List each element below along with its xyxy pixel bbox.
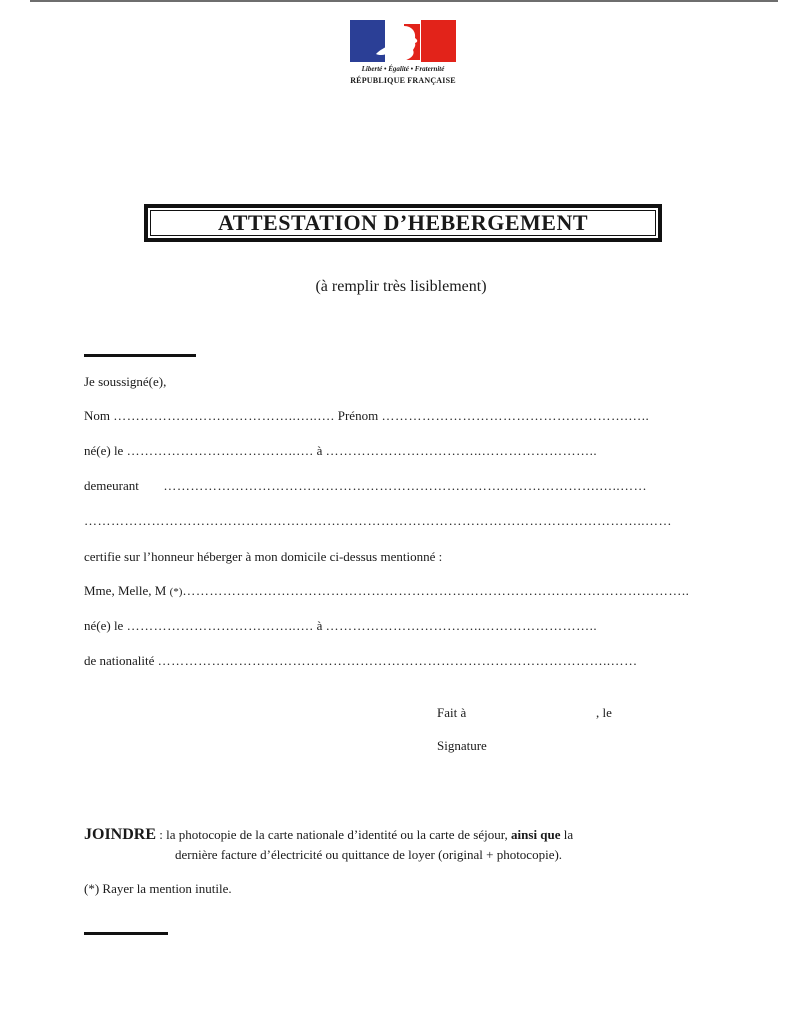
certify-text: certifie sur l’honneur héberger à mon domicile ci-dessus mentionné : xyxy=(84,549,443,564)
address-continuation-field[interactable]: ……………………………………………………………………………………………………………..…… xyxy=(84,513,672,528)
joindre-bold-text: ainsi que xyxy=(511,827,561,842)
certify-line xyxy=(84,549,726,565)
republic-name: RÉPUBLIQUE FRANÇAISE xyxy=(350,76,456,85)
joindre-label: JOINDRE xyxy=(84,826,157,843)
nom-label: Nom xyxy=(84,408,110,423)
guest-birth-date-label: né(e) le xyxy=(84,618,124,633)
birth-place-label: à xyxy=(316,443,323,458)
document-title: ATTESTATION D’HEBERGEMENT xyxy=(217,210,589,235)
prenom-field[interactable]: ……………………………………………….….. xyxy=(381,408,650,423)
address-line xyxy=(84,478,726,494)
birth-place-field[interactable]: ……………………………..…………………….. xyxy=(325,443,598,458)
guest-birth-place-field[interactable]: ……………………………..…………………….. xyxy=(325,618,598,633)
address-continuation-line xyxy=(84,513,726,529)
guest-title-marker: (*) xyxy=(169,586,183,598)
guest-title-label: Mme, Melle, M xyxy=(84,583,167,598)
prenom-label: Prénom xyxy=(337,408,379,423)
guest-birth-place-label: à xyxy=(316,618,323,633)
date-label: , le xyxy=(596,705,612,720)
top-border-line xyxy=(30,0,778,2)
nom-prenom-line xyxy=(84,408,726,424)
republique-francaise-logo xyxy=(346,20,460,90)
guest-name-line xyxy=(84,583,726,599)
address-field[interactable]: …………………………………………………………………………………….…..…… xyxy=(163,478,648,493)
birth-line xyxy=(84,443,726,459)
nationality-line xyxy=(84,653,726,669)
republic-motto: Liberté • Égalité • Fraternité xyxy=(361,65,445,73)
guest-name-field[interactable]: ………………………………………………………………………………………………….. xyxy=(182,583,690,598)
birth-date-field[interactable]: ………………………………..…. xyxy=(126,443,314,458)
joindre-text-2: la xyxy=(560,827,574,842)
nom-field[interactable]: …………………………………..…..…. xyxy=(113,408,335,423)
signature-label: Signature xyxy=(437,738,487,753)
joindre-paragraph xyxy=(84,826,573,844)
footnote: (*) Rayer la mention inutile. xyxy=(84,881,232,896)
guest-birth-line xyxy=(84,618,726,634)
nationality-label: de nationalité xyxy=(84,653,155,668)
intro-text: Je soussigné(e), xyxy=(84,374,167,389)
nationality-field[interactable]: ………………………………………………………………………………………..…… xyxy=(157,653,638,668)
fait-a-label: Fait à xyxy=(437,705,467,720)
birth-date-label: né(e) le xyxy=(84,443,124,458)
demeurant-label: demeurant xyxy=(84,478,139,493)
section-rule-top xyxy=(84,354,196,357)
section-rule-bottom xyxy=(84,932,168,935)
marianne-profile-icon xyxy=(368,24,428,60)
title-frame xyxy=(144,204,662,242)
document-subtitle: (à remplir très lisiblement) xyxy=(315,278,487,295)
joindre-text-1: : la photocopie de la carte nationale d’identité ou la carte de séjour, xyxy=(156,827,512,842)
intro-line xyxy=(84,374,726,390)
guest-birth-date-field[interactable]: ………………………………..…. xyxy=(126,618,314,633)
joindre-line-2: dernière facture d’électricité ou quittance de loyer (original + photocopie). xyxy=(175,847,563,862)
